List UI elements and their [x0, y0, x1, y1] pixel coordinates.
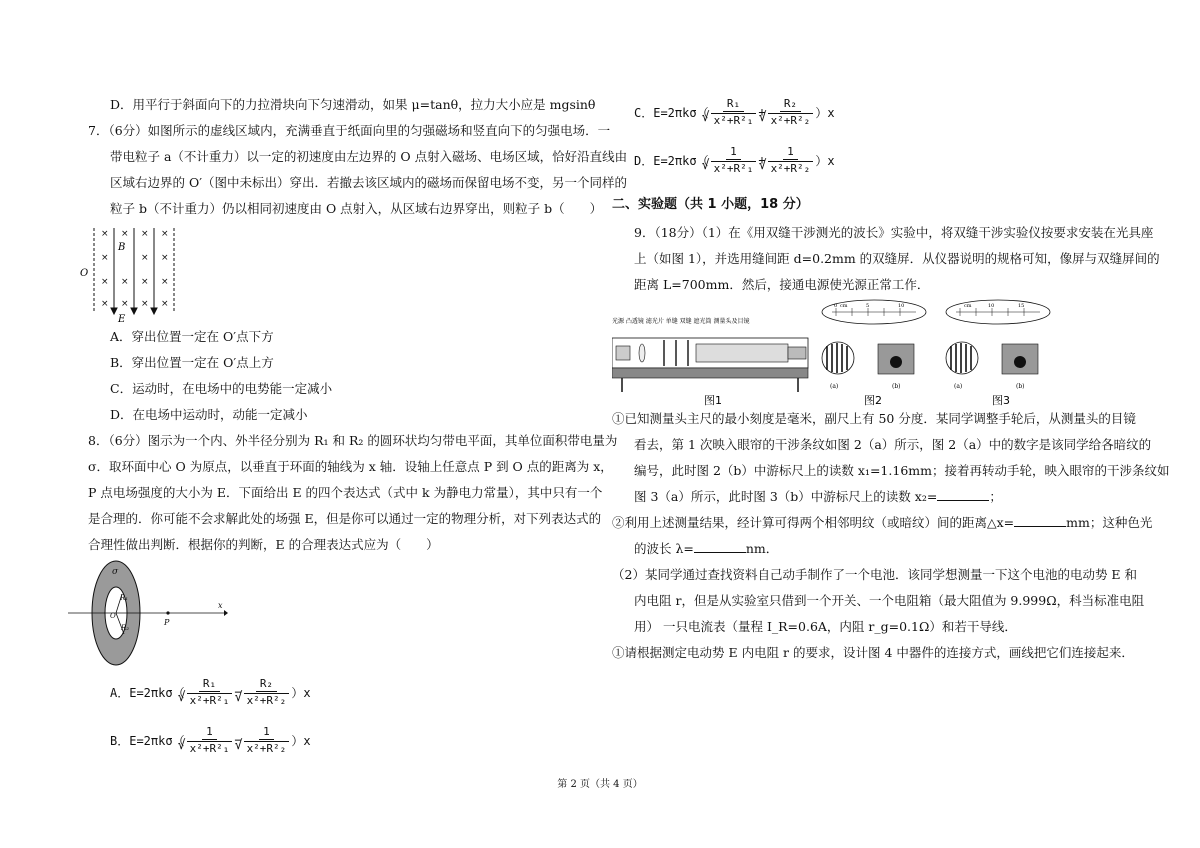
right-column: [612, 88, 1170, 666]
scale-zero: 0: [834, 303, 838, 309]
scale-ten: 10: [898, 303, 905, 309]
q8-line-2: σ．取环面中心 O 为原点，以垂直于环面的轴线为 x 轴．设轴上任意点 P 到 O 点的距离为 x，: [88, 459, 613, 474]
origin-o-label: O: [110, 612, 116, 620]
option-suffix: ）x: [291, 733, 311, 748]
scale-unit: cm: [840, 303, 848, 309]
q9-sub1-line-1: ①已知测量头主尺的最小刻度是毫米，副尺上有 50 分度．某同学调整手轮后，从测量头的目镜: [612, 411, 1136, 426]
q8-line-5: 合理性做出判断．根据你的判断，E 的合理表达式应为（ ）: [88, 537, 439, 552]
numerator: 1: [202, 725, 217, 740]
cross-mark: ×: [141, 277, 149, 287]
numerator: 1: [726, 145, 741, 160]
denominator: √ x²+R²₁: [711, 161, 757, 175]
q7-line-4: 粒子 b（不计重力）仍以相同初速度由 O 点射入，从区域右边界穿出，则粒子 b（ ）: [110, 201, 603, 216]
option-d-prefix: D．E=2πkσ（: [634, 153, 709, 168]
q7-option-c: C．运动时，在电场中的电势能一定减小: [110, 381, 333, 396]
cross-mark: ×: [101, 229, 109, 239]
cross-mark: ×: [121, 299, 129, 309]
fig2-a-label: (a): [830, 383, 839, 390]
operator: +: [758, 153, 766, 167]
cross-mark: ×: [121, 229, 129, 239]
fraction: [244, 725, 290, 755]
option-a-prefix: A．E=2πkσ（: [110, 685, 185, 700]
fig2-b-label: (b): [892, 383, 901, 390]
q7-option-b: B．穿出位置一定在 O′点上方: [110, 355, 274, 370]
q9-line-3: 距离 L=700mm．然后，接通电源使光源正常工作．: [634, 277, 930, 292]
scale-unit: cm: [964, 303, 972, 309]
fig2-measurement-head: [822, 300, 926, 406]
q9-sub2-end: mm；这种色光: [1066, 515, 1153, 530]
bench-labels: 光源 凸透镜 滤光片 单缝 双缝 遮光筒 测量头及目镜: [612, 318, 750, 325]
q8-line-4: 是合理的．你可能不会求解此处的场强 E，但是你可以通过一定的物理分析，对下列表达式的: [88, 511, 602, 526]
q8-line-3: P 点电场强度的大小为 E．下面给出 E 的四个表达式（式中 k 为静电力常量），其中只有一个: [88, 485, 603, 500]
q8-option-d: [612, 136, 1118, 184]
q7-line-1: 7．（6分）如图所示的虚线区域内，充满垂直于纸面向里的匀强磁场和竖直向下的匀强电场．一: [88, 123, 611, 138]
cross-mark: ×: [161, 299, 169, 309]
q9-apparatus-figures: [612, 298, 1118, 406]
r2-label: R₂: [121, 624, 130, 632]
fraction: [711, 145, 757, 175]
q9-sub1-line-3: 编号，此时图 2（b）中游标尺上的读数 x₁=1.16mm；接着再转动手轮，映入眼帘的干涉条纹如: [634, 463, 1170, 478]
q8-option-c: [612, 88, 1118, 136]
q9-part2-line-3: 用） 一只电流表（量程 I_R=0.6A，内阻 r_g=0.1Ω）和若干导线．: [634, 619, 1017, 634]
option-b-prefix: B．E=2πkσ（: [110, 733, 185, 748]
numerator: 1: [259, 725, 274, 740]
scale-five: 5: [866, 303, 870, 309]
q7-option-d: D．在电场中运动时，动能一定减小: [110, 407, 308, 422]
cross-mark: ×: [161, 253, 169, 263]
q9-sub2-wavelength-text: 的波长 λ=: [634, 541, 694, 556]
operator: −: [234, 685, 242, 699]
cross-mark: ×: [101, 277, 109, 287]
cross-mark: ×: [101, 253, 109, 263]
denominator: √ x²+R²₂: [244, 693, 290, 707]
numerator: R₁: [723, 97, 744, 112]
option-c-prefix: C．E=2πkσ（: [634, 105, 709, 120]
page-footer: 第 2 页（共 4 页）: [557, 779, 643, 790]
option-suffix: ）x: [815, 153, 835, 168]
q8-ring-figure: [68, 558, 228, 668]
section-2-title: 二、实验题（共 1 小题，18 分）: [612, 197, 809, 212]
cross-mark: ×: [141, 229, 149, 239]
q7-line-2: 带电粒子 a（不计重力）以一定的初速度由左边界的 O 点射入磁场、电场区域，恰好沿直线由: [110, 149, 628, 164]
cross-mark: ×: [101, 299, 109, 309]
q9-line-1: 9．（18分）（1）在《用双缝干涉测光的波长》实验中，将双缝干涉实验仪按要求安装在光具座: [634, 225, 1154, 240]
point-p-label: P: [164, 618, 170, 627]
axis-x-label: x: [218, 601, 223, 610]
cross-mark: ×: [141, 253, 149, 263]
fig1-optical-bench: [612, 317, 808, 406]
left-column: [80, 92, 628, 764]
fraction: [768, 97, 814, 127]
field-e-label: E: [118, 314, 126, 324]
fraction: [187, 677, 233, 707]
denominator: √ x²+R²₁: [187, 693, 233, 707]
field-b-label: B: [118, 242, 126, 253]
numerator: R₂: [256, 677, 277, 692]
fraction: [244, 677, 290, 707]
q9-sub2-text: ②利用上述测量结果，经计算可得两个相邻明纹（或暗纹）间的距离△x=: [612, 515, 1015, 530]
numerator: 1: [783, 145, 798, 160]
operator: −: [234, 733, 242, 747]
q7-line-3: 区域右边界的 O′（图中未标出）穿出．若撤去该区域内的磁场而保留电场不变，另一个同样的: [110, 175, 628, 190]
fraction: [187, 725, 233, 755]
q9-sub1-text: 图 3（a）所示，此时图 3（b）中游标尺上的读数 x₂=: [634, 489, 938, 504]
option-suffix: ）x: [291, 685, 311, 700]
fig3-caption: 图3: [992, 394, 1010, 406]
operator: +: [758, 105, 766, 119]
scale-fifteen: 15: [1018, 303, 1025, 309]
fraction: [768, 145, 814, 175]
denominator: √ x²+R²₁: [711, 113, 757, 127]
fraction: [711, 97, 757, 127]
answer-blank-dx[interactable]: [1014, 514, 1066, 527]
q7-option-a: A．穿出位置一定在 O′点下方: [110, 329, 274, 344]
q7-field-figure: [72, 222, 192, 324]
q8-line-1: 8．（6分）图示为一个内、外半径分别为 R₁ 和 R₂ 的圆环状均匀带电平面，其单位面积带电量为: [88, 433, 618, 448]
denominator: √ x²+R²₂: [768, 161, 814, 175]
cross-mark: ×: [141, 299, 149, 309]
q9-sub1-end: ；: [989, 489, 1002, 504]
fig3-a-label: (a): [954, 383, 963, 390]
cross-mark: ×: [121, 277, 129, 287]
numerator: R₂: [780, 97, 801, 112]
cross-mark: ×: [161, 277, 169, 287]
scale-ten: 10: [988, 303, 995, 309]
q8-option-a: [88, 668, 594, 716]
q9-sub2-wavelength-end: nm．: [745, 541, 779, 556]
denominator: √ x²+R²₁: [187, 741, 233, 755]
fig1-caption: 图1: [704, 394, 722, 406]
q9-line-2: 上（如图 1），并选用缝间距 d=0.2mm 的双缝屏．从仪器说明的规格可知，像屏与双缝屏间的: [634, 251, 1160, 266]
fig2-caption: 图2: [864, 394, 882, 406]
origin-o-label: O: [80, 268, 89, 279]
denominator: √ x²+R²₂: [244, 741, 290, 755]
sigma-label: σ: [112, 567, 119, 577]
q8-option-b: [88, 716, 594, 764]
q9-sub1-line-4: [612, 484, 1118, 510]
answer-blank-lambda[interactable]: [694, 540, 746, 553]
fig3-measurement-head: [946, 300, 1050, 406]
q9-sub2-line-2: [612, 536, 1118, 562]
q6-option-d: D．用平行于斜面向下的力拉滑块向下匀速滑动，如果 μ=tanθ，拉力大小应是 mgsinθ: [110, 97, 596, 112]
q9-part2-line-2: 内电阻 r，但是从实验室只借到一个开关、一个电阻箱（最大阻值为 9.999Ω，科当标准电阻: [634, 593, 1145, 608]
q9-part2-line-1: （2）某同学通过查找资料自己动手制作了一个电池．该同学想测量一下这个电池的电动势 E 和: [612, 567, 1138, 582]
numerator: R₁: [199, 677, 220, 692]
fig3-b-label: (b): [1016, 383, 1025, 390]
denominator: √ x²+R²₂: [768, 113, 814, 127]
q9-sub1-line-2: 看去，第 1 次映入眼帘的干涉条纹如图 2（a）所示，图 2（a）中的数字是该同学给各暗纹的: [634, 437, 1152, 452]
option-suffix: ）x: [815, 105, 835, 120]
cross-mark: ×: [161, 229, 169, 239]
answer-blank-x2[interactable]: [937, 488, 989, 501]
q9-sub2-line-1: [612, 510, 1153, 536]
q9-part2-line-4: ①请根据测定电动势 E 内电阻 r 的要求，设计图 4 中器件的连接方式，画线把它们连接起来．: [612, 645, 1134, 660]
r1-label: R₁: [120, 594, 129, 602]
